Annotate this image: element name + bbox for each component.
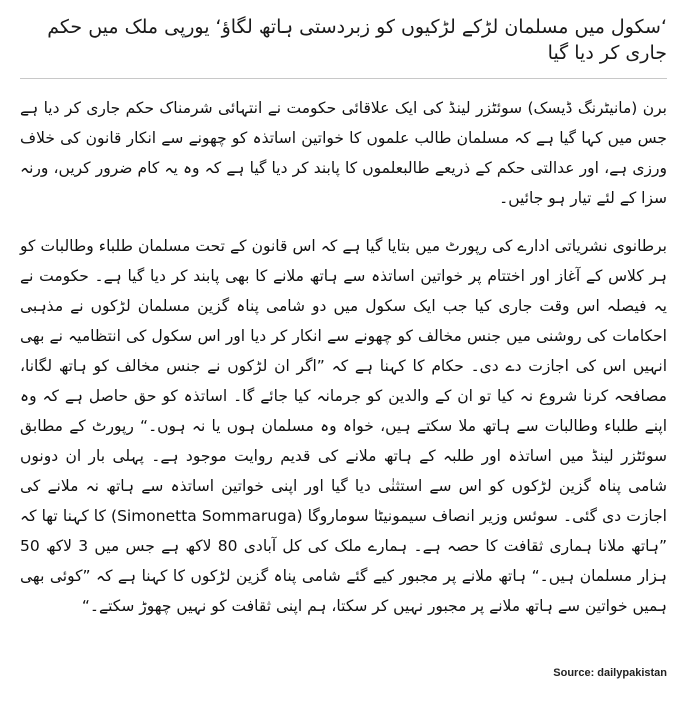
source-credit: Source: dailypakistan <box>553 667 667 679</box>
article-headline: ‘سکول میں مسلمان لڑکے لڑکیوں کو زبردستی ہاتھ لگاؤ‘ یورپی ملک میں حکم جاری کر دیا گیا <box>47 16 667 64</box>
article-paragraph-1: برن (مانیٹرنگ ڈیسک) سوئٹزر لینڈ کی ایک علاقائی حکومت نے انتہائی شرمناک حکم جاری کر دیا ہے جس میں کہا گیا ہے کہ مسلمان طالب علموں کا خواتین اساتذہ کو چھونے سے انکار قانون کی خلاف ورزی ہے، اور عدالتی حکم کے ذریعے طالبعلموں کا پابند کر دیا گیا ہے کہ وہ یہ کام ضرور کریں، ورنہ سزا کے لئے تیار ہو جائیں۔ <box>20 99 667 207</box>
article-paragraph-2: برطانوی نشریاتی ادارے کی رپورٹ میں بتایا گیا ہے کہ اس قانون کے تحت مسلمان طلباء وطالبات کو ہر کلاس کے آغاز اور اختتام پر خواتین اساتذہ سے ہاتھ ملانے کا بھی پابند کر دیا گیا ہے۔ حکومت نے یہ فیصلہ اس وقت جاری کیا جب ایک سکول میں دو شامی پناہ گزین مسلمان لڑکوں نے مذہبی احکامات کی روشنی میں جنس مخالف کو چھونے سے انکار کر دیا اور اس سکول کی انتظامیہ نے بھی انہیں اس کی اجازت دے دی۔ حکام کا کہنا ہے کہ ”اگر ان لڑکوں نے جنس مخالف کو ہاتھ لگانا، مصافحہ کرنا شروع نہ کیا تو ان کے والدین کو جرمانہ کیا جائے گا۔ اساتذہ کو حق حاصل ہے کہ وہ اپنے طلباء وطالبات سے ہاتھ ملا سکتے ہیں، خواہ وہ مسلمان ہوں یا نہ ہوں۔“ رپورٹ کے مطابق سوئٹزر لینڈ میں اساتذہ اور طلبہ کے ہاتھ ملانے کی قدیم روایت موجود ہے۔ پہلی بار ان دونوں شامی پناہ گزین لڑکوں کو اس سے استثنٰی دیا گیا اور اپنی خواتین اساتذہ سے ہاتھ نہ ملانے کی اجازت دی گئی۔ سوئس وزیر انصاف سیمونیٹا سوماروگا (Simonetta Sommaruga) کا کہنا تھا کہ ”ہاتھ ملانا ہماری ثقافت کا حصہ ہے۔ ہمارے ملک کی کل آبادی 80 لاکھ ہے جس میں 3 لاکھ 50 ہزار مسلمان ہیں۔“ ہاتھ ملانے پر مجبور کیے گئے شامی پناہ گزین لڑکوں کا کہنا ہے کہ ”کوئی بھی ہمیں خواتین سے ہاتھ ملانے پر مجبور نہیں کر سکتا، ہم اپنی ثقافت کو نہیں چھوڑ سکتے۔“ <box>20 237 667 615</box>
headline-divider <box>20 78 667 79</box>
